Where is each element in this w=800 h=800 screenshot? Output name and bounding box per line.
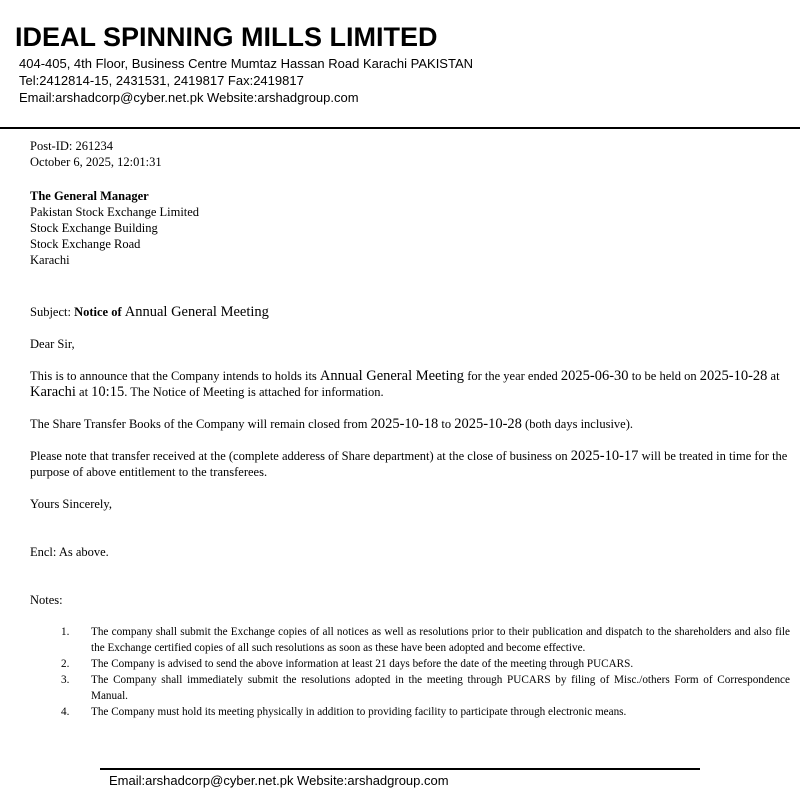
p3-text-1: Please note that transfer received at the (complete adderess of Share department) at the close of business on: [30, 449, 568, 463]
note-text: The company shall submit the Exchange copies of all notices as well as resolutions prior to their publication and dispatch to the shareholders and also file the Exchange certified copies of all such resolutions as soon as these have been adopted and become effective.: [91, 626, 790, 654]
transfer-paragraph: [30, 448, 794, 480]
note-text: The Company must hold its meeting physically in addition to providing facility to participate through electronic means.: [91, 706, 627, 718]
p2-text-1: The Share Transfer Books of the Company will remain closed from: [30, 417, 368, 431]
note-number: 4.: [61, 706, 70, 718]
p1-time: 10:15: [91, 384, 125, 400]
salutation: Dear Sir,: [30, 337, 75, 351]
announcement-paragraph: [30, 368, 794, 400]
company-email-website: Email:arshadcorp@cyber.net.pk Website:arshadgroup.com: [19, 90, 359, 105]
notes-heading: Notes:: [30, 593, 63, 607]
note-text: The Company shall immediately submit the resolutions adopted in the meeting through PUCARS by filing of Misc./others Form of Correspondence Manual.: [91, 674, 790, 702]
company-address: 404-405, 4th Floor, Business Centre Mumtaz Hassan Road Karachi PAKISTAN: [19, 56, 474, 71]
subject-bold: Notice of: [74, 305, 122, 319]
closing: Yours Sincerely,: [30, 497, 112, 511]
note-number: 2.: [61, 658, 70, 670]
p1-city: Karachi: [30, 384, 76, 400]
p1-meeting-type: Annual General Meeting: [319, 368, 465, 384]
subject-line: [30, 304, 794, 320]
p2-to-date: 2025-10-28: [454, 416, 522, 432]
note-number: 3.: [61, 674, 70, 686]
footer-divider: [100, 768, 700, 770]
company-name: IDEAL SPINNING MILLS LIMITED: [15, 22, 438, 52]
list-item: [0, 624, 790, 656]
note-number: 1.: [61, 626, 70, 638]
notes-list: [0, 624, 790, 720]
company-phone-fax: Tel:2412814-15, 2431531, 2419817 Fax:2419817: [19, 73, 304, 88]
p3-date: 2025-10-17: [570, 448, 639, 464]
list-item: [0, 704, 790, 720]
p1-text-5: at: [79, 385, 89, 399]
post-datetime: October 6, 2025, 12:01:31: [30, 155, 162, 169]
book-closure-paragraph: [30, 416, 794, 432]
note-text: The Company is advised to send the above information at least 21 days before the date of the meeting through PUCARS.: [91, 658, 634, 670]
header-divider: [0, 127, 800, 129]
recipient-line-1: Pakistan Stock Exchange Limited: [30, 205, 200, 219]
p3-text-2: will be treated in time for the purpose of above entitlement to the transferees.: [30, 449, 788, 479]
p1-text-3: to be held on: [631, 369, 697, 383]
subject-prefix: Subject:: [30, 305, 71, 319]
footer-email-website: Email:arshadcorp@cyber.net.pk Website:arshadgroup.com: [109, 773, 449, 788]
recipient-line-2: Stock Exchange Building: [30, 221, 158, 235]
p1-text-1: This is to announce that the Company intends to holds its: [30, 369, 317, 383]
recipient-line-4: Karachi: [30, 253, 70, 267]
enclosure: Encl: As above.: [30, 545, 109, 559]
p2-text-3: (both days inclusive).: [525, 417, 633, 431]
list-item: [0, 672, 790, 704]
p1-meeting-date: 2025-10-28: [699, 368, 768, 384]
post-id: Post-ID: 261234: [30, 139, 113, 153]
recipient-line-3: Stock Exchange Road: [30, 237, 141, 251]
p1-text-6: . The Notice of Meeting is attached for information.: [124, 385, 384, 399]
p2-from-date: 2025-10-18: [370, 416, 439, 432]
recipient-title: The General Manager: [30, 189, 149, 203]
subject-topic: Annual General Meeting: [124, 304, 269, 320]
p1-text-2: for the year ended: [467, 369, 558, 383]
p1-year-end: 2025-06-30: [560, 368, 629, 384]
p2-text-2: to: [441, 417, 452, 431]
list-item: [0, 656, 790, 672]
p1-text-4: at: [770, 369, 780, 383]
